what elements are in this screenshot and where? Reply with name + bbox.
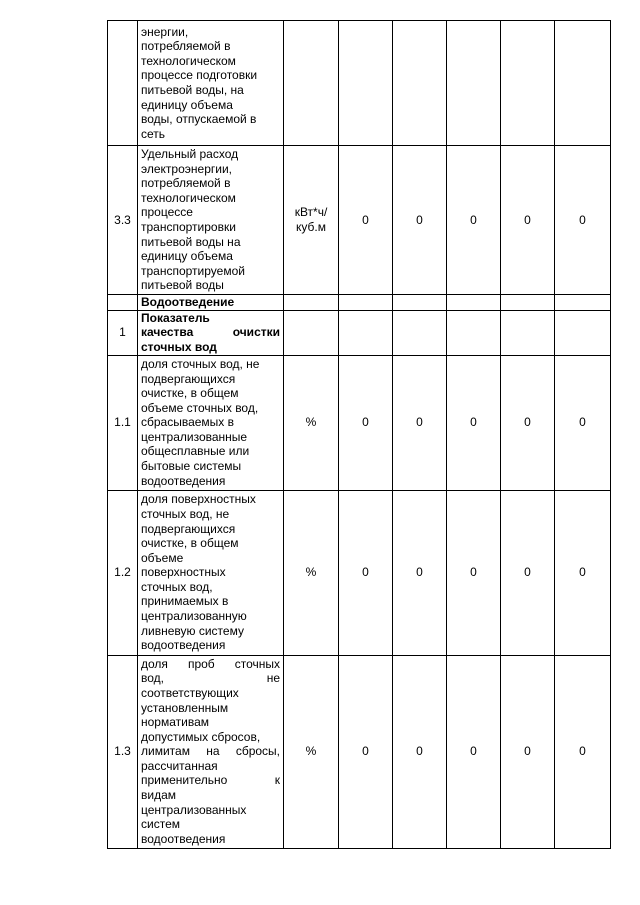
row-number: 1.2	[108, 490, 138, 655]
row-unit	[284, 21, 339, 146]
row-number	[108, 295, 138, 311]
row-value: 0	[501, 655, 555, 848]
row-value: 0	[447, 355, 501, 490]
row-unit: %	[284, 655, 339, 848]
description-line: доля проб сточных	[141, 656, 280, 671]
row-value: 0	[339, 146, 393, 295]
description-line: питьевой воды	[141, 278, 224, 293]
description-line: энергии,	[141, 24, 189, 39]
description-line: электроэнергии,	[141, 161, 232, 176]
row-value: 0	[447, 490, 501, 655]
row-value	[501, 295, 555, 311]
description-line: процессе подготовки	[141, 68, 258, 83]
unit-line: куб.м	[296, 220, 326, 234]
row-value	[339, 21, 393, 146]
description-line: централизованных	[141, 802, 247, 817]
row-value	[501, 21, 555, 146]
description-line: подвергающихся	[141, 521, 236, 536]
row-value: 0	[447, 655, 501, 848]
row-value: 0	[501, 355, 555, 490]
row-number	[108, 21, 138, 146]
row-description	[138, 146, 284, 295]
description-line: вод, не	[141, 671, 280, 686]
description-line: видам	[141, 788, 177, 803]
description-line: технологическом	[141, 53, 236, 68]
row-value	[555, 310, 611, 355]
description-line: водоотведения	[141, 473, 226, 488]
description-line: централизованную	[141, 609, 247, 624]
description-line: систем	[141, 817, 180, 832]
description-line: бытовые системы	[141, 459, 242, 474]
description-line: общесплавные или	[141, 444, 250, 459]
row-description	[138, 355, 284, 490]
description-line: Удельный расход	[141, 147, 239, 162]
row-description	[138, 21, 284, 146]
unit-line: кВт*ч/	[294, 205, 328, 220]
row-value	[447, 295, 501, 311]
description-line: применительно к	[141, 773, 280, 788]
description-line: транспортировки	[141, 220, 236, 234]
description-line: сбрасываемых в	[141, 415, 235, 430]
description-line: водоотведения	[141, 831, 226, 846]
row-value: 0	[447, 146, 501, 295]
description-line: сеть	[141, 126, 166, 141]
description-line: очистке, в общем	[141, 536, 239, 551]
row-number: 1.1	[108, 355, 138, 490]
description-line: сточных вод, не	[141, 506, 230, 521]
row-value	[447, 310, 501, 355]
description-line: нормативам	[141, 715, 209, 730]
table-row	[108, 310, 611, 355]
description-line: качества очистки	[141, 325, 280, 340]
description-line: централизованные	[141, 429, 248, 444]
description-line: технологическом	[141, 190, 236, 205]
row-value: 0	[555, 146, 611, 295]
row-value: 0	[393, 490, 447, 655]
row-value: 0	[501, 146, 555, 295]
row-value: 0	[393, 355, 447, 490]
row-description	[138, 490, 284, 655]
row-unit	[284, 295, 339, 311]
section-heading: Водоотведение	[138, 295, 284, 311]
description-line: питьевой воды на	[141, 234, 241, 249]
table-row	[108, 21, 611, 146]
description-line: единицу объема	[141, 97, 233, 112]
description-line: сточных вод,	[141, 579, 213, 594]
row-value: 0	[339, 655, 393, 848]
row-value	[339, 295, 393, 311]
row-number: 3.3	[108, 146, 138, 295]
row-value	[501, 310, 555, 355]
description-line: лимитам на сбросы,	[141, 744, 280, 759]
row-value: 0	[339, 355, 393, 490]
row-value	[555, 21, 611, 146]
row-value: 0	[393, 655, 447, 848]
description-line: единицу объема	[141, 249, 233, 264]
table-row	[108, 655, 611, 848]
row-number: 1	[108, 310, 138, 355]
row-value: 0	[555, 355, 611, 490]
row-description	[138, 310, 284, 355]
row-value	[393, 21, 447, 146]
row-value	[339, 310, 393, 355]
table-row	[108, 146, 611, 295]
row-value: 0	[555, 655, 611, 848]
row-number: 1.3	[108, 655, 138, 848]
description-line: поверхностных	[141, 565, 226, 580]
table-row	[108, 295, 611, 311]
table-row	[108, 490, 611, 655]
description-line: процессе	[141, 205, 193, 220]
indicator-table	[107, 20, 611, 849]
row-value: 0	[393, 146, 447, 295]
description-line: рассчитанная	[141, 758, 218, 773]
description-line: ливневую систему	[141, 623, 244, 638]
description-line: Показатель	[141, 310, 210, 325]
description-line: доля сточных вод, не	[141, 356, 260, 371]
description-line: потребляемой в	[141, 176, 231, 191]
row-value	[393, 310, 447, 355]
description-line: сточных вод	[141, 339, 217, 354]
row-unit	[284, 310, 339, 355]
description-line: водоотведения	[141, 638, 226, 653]
description-line: объеме	[141, 550, 184, 565]
row-unit	[284, 146, 339, 295]
description-line: питьевой воды, на	[141, 83, 244, 97]
description-line: транспортируемой	[141, 263, 245, 278]
row-description	[138, 655, 284, 848]
row-value: 0	[501, 490, 555, 655]
description-line: принимаемых в	[141, 594, 229, 609]
description-line: допустимых сбросов,	[141, 729, 261, 744]
row-value: 0	[555, 490, 611, 655]
description-line: установленным	[141, 700, 229, 715]
table-row	[108, 355, 611, 490]
row-unit: %	[284, 490, 339, 655]
description-line: доля поверхностных	[141, 492, 256, 507]
row-unit: %	[284, 355, 339, 490]
description-line: объеме сточных вод,	[141, 400, 259, 415]
row-value	[393, 295, 447, 311]
description-line: воды, отпускаемой в	[141, 112, 257, 127]
description-line: потребляемой в	[141, 39, 231, 54]
row-value: 0	[339, 490, 393, 655]
row-value	[447, 21, 501, 146]
description-line: подвергающихся	[141, 371, 236, 386]
row-value	[555, 295, 611, 311]
description-line: соответствующих	[141, 685, 239, 700]
description-line: очистке, в общем	[141, 386, 239, 401]
